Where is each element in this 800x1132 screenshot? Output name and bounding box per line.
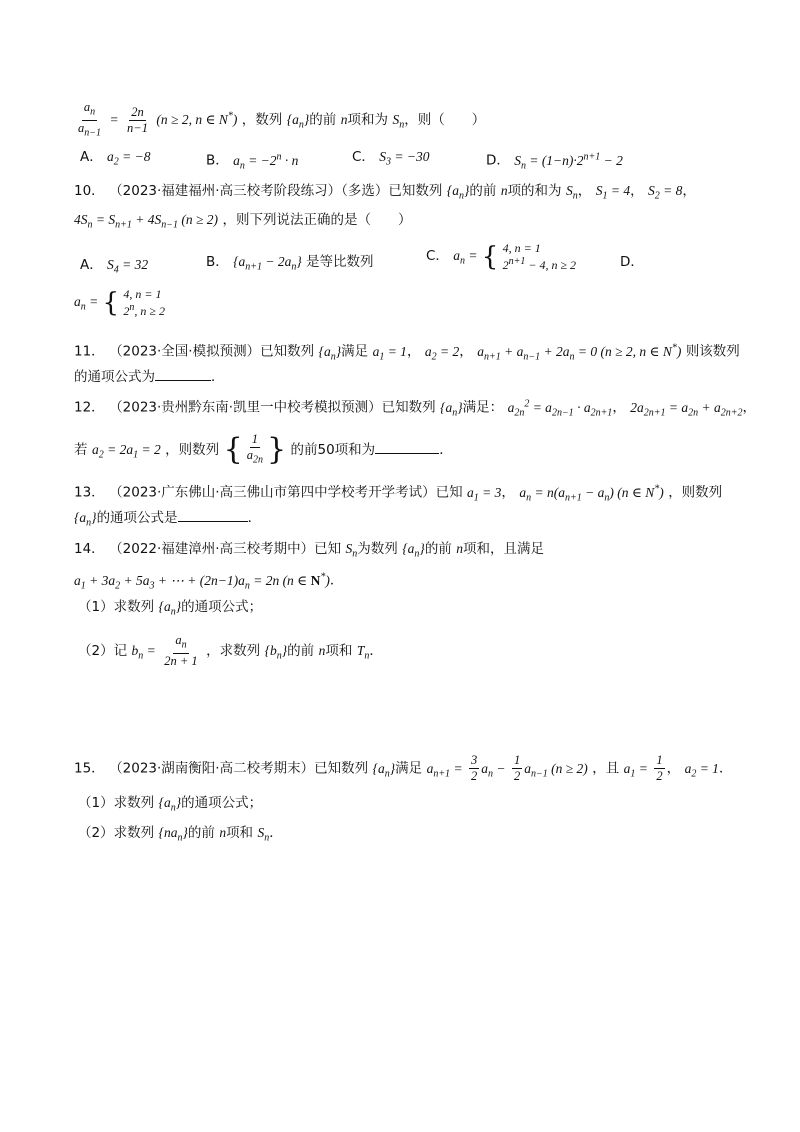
q11-number: 11． — [74, 343, 105, 360]
option-letter: C． — [352, 149, 375, 165]
q15-number: 15． — [74, 760, 105, 777]
q9-sum-text2: 项和为 — [347, 112, 388, 128]
q10-text3: ，则下列说法正确的是（ ） — [222, 212, 412, 228]
q9-then-text: ，则（ ） — [404, 112, 486, 128]
q10-option-b-suffix: 是等比数列 — [306, 254, 374, 270]
q10-option-d — [620, 251, 644, 273]
q9-option-b: B． $a_n = -2^n \cdot n$ — [206, 151, 299, 172]
answer-blank[interactable] — [178, 521, 248, 522]
q14-part2-mid2: 的前 — [287, 642, 315, 659]
q9-option-d: D． $S_n = (1-n)\cdot 2^{n+1} - 2$ — [486, 151, 623, 172]
option-letter: D． — [486, 152, 510, 169]
option-letter: D． — [620, 254, 644, 270]
q12-text1: 满足： — [462, 399, 504, 416]
q11-source: （2023·全国·模拟预测）已知数列 — [109, 343, 315, 360]
q14-text3: 项和，且满足 — [463, 541, 545, 557]
q12-line1: 12． （2023·贵州黔东南·凯里一中校考模拟预测）已知数列 $\{a_n\}$满足： $a_{2n}^2 = a_{2n-1} \cdot a_{2n+1}$， $2a_{2n+1} = a_{2n} + a_{2n+2}$， — [74, 398, 757, 419]
q15-text1: 满足 — [395, 760, 423, 777]
formula: $\frac{a_n}{a_{n-1}}$ — [78, 100, 101, 138]
q13-source: （2023·广东佛山·高三佛山市第四中学校考开学考试）已知 — [109, 484, 463, 501]
q9-condition-line: $\frac{a_n}{a_{n-1}}$ = $\frac{2n}{n-1}$ (n ≥ 2, n ∈ N*) ，数列 $\{a_n\}$的前 n项和为 $S_n$，则（ ） — [78, 100, 486, 138]
q10-text1: 的前 — [469, 183, 497, 199]
option-letter: C． — [426, 248, 449, 264]
q14-text2: 的前 — [424, 541, 452, 557]
q15-part2-mid: 的前 — [187, 825, 215, 841]
q12-source: （2023·贵州黔东南·凯里一中校考模拟预测）已知数列 — [109, 399, 436, 416]
q10-option-d-formula: $a_n$ = { 4, n = 1 2$^n$, n ≥ 2 — [74, 287, 165, 318]
q13-text1: ，则数列 — [668, 484, 723, 501]
q15-part1-text: （1）求数列 — [78, 795, 155, 811]
q10-text2: 项的和为 — [507, 183, 562, 199]
q12-text4: 的前50项和为 — [290, 441, 376, 458]
option-letter: A． — [80, 149, 103, 165]
option-letter: B． — [206, 254, 229, 270]
q14-part2-mid: ，求数列 — [206, 642, 261, 659]
q11-text3: 的通项公式为 — [74, 369, 155, 385]
q14-part2-text: （2）记 — [78, 642, 128, 659]
q12-text3: ，则数列 — [165, 441, 220, 458]
q10-source: （2023·福建福州·高三校考阶段练习）（多选）已知数列 — [109, 183, 443, 199]
q15-part2-end: 项和 — [226, 825, 254, 841]
q12-line2: 若 $a_2 = 2a_1 = 2$ ，则数列 { $\frac{1}{a_{2n}}$ } 的前50项和为 ． — [74, 431, 453, 467]
q12-number: 12． — [74, 399, 105, 416]
q15-part1-end: 的通项公式； — [181, 795, 263, 811]
formula: $\frac{2n}{n-1}$ — [127, 104, 148, 135]
q14-line2: $a_1 + 3a_2 + 5a_3$ + ⋯ + $(2n-1)a_n = 2n$ (n ∈ N*)． — [74, 571, 344, 592]
q9-condition-text: ，数列 — [241, 112, 283, 128]
q14-part2: （2）记 $b_n$ = $\frac{a_n}{2n + 1}$ ，求数列 $\{b_n\}$的前 n项和 $T_n$． — [78, 633, 383, 668]
q9-sum-text: 的前 — [309, 112, 337, 128]
q10-option-c: C． $a_n$ = { 4, n = 1 $2^{n+1} - 4$, n ≥ 2 — [426, 241, 577, 272]
q10-number: 10． — [74, 183, 105, 199]
q15-part2-dot: ． — [269, 825, 283, 841]
q15-source: （2023·湖南衡阳·高二校考期末）已知数列 — [109, 760, 369, 777]
q11-text2: 则该数列 — [685, 343, 740, 360]
q13-text2: 的通项公式是 — [96, 510, 178, 526]
q11-line1: 11． （2023·全国·模拟预测）已知数列 $\{a_n\}$满足 $a_1 = 1$， $a_2 = 2$， $a_{n+1} + a_{n-1} + 2a_n = 0$ (n ≥ 2, n ∈ N*) 则该数列 — [74, 342, 740, 363]
q14-part1: （1）求数列 $\{a_n\}$的通项公式； — [78, 599, 263, 618]
q14-number: 14． — [74, 541, 105, 557]
q9-option-c: C． $S_3 = -30$ — [352, 149, 430, 168]
q11-end: ． — [211, 369, 225, 385]
q10-option-a: A． $S_4 = 32$ — [80, 257, 149, 276]
option-letter: B． — [206, 152, 229, 169]
q14-line1: 14． （2022·福建漳州·高三校考期中）已知 $S_n$为数列 $\{a_n\}$的前 n项和，且满足 — [74, 541, 545, 560]
q11-text1: 满足 — [341, 343, 369, 360]
q14-part1-end: 的通项公式； — [181, 599, 263, 615]
q10-option-b: B． $\{a_{n+1} - 2a_n\}$ 是等比数列 — [206, 254, 374, 273]
q15-part1: （1）求数列 $\{a_n\}$的通项公式； — [78, 795, 263, 814]
option-letter: A． — [80, 257, 103, 273]
answer-blank[interactable] — [155, 380, 211, 381]
q14-part1-text: （1）求数列 — [78, 599, 155, 615]
q10-line1: 10． （2023·福建福州·高三校考阶段练习）（多选）已知数列 $\{a_n\}$的前 n项的和为 $S_n$， $S_1 = 4$， $S_2 = 8$， — [74, 183, 696, 202]
q14-part2-end: 项和 — [325, 642, 353, 659]
q14-source: （2022·福建漳州·高三校考期中）已知 — [109, 541, 342, 557]
q13-line2: $\{a_n\}$的通项公式是 ． — [74, 510, 262, 529]
q15-line1: 15． （2023·湖南衡阳·高二校考期末）已知数列 $\{a_n\}$满足 $a_{n+1}$ = $\frac{3}{2}$ $a_n$ − $\frac{1}{2}$ $a_{n-1}$ (n ≥ 2) ，且 $a_1$ = $\frac{1}{2}$ ， $a_2 = 1$． — [74, 753, 733, 783]
q13-number: 13． — [74, 484, 105, 501]
q12-text2: 若 — [74, 441, 88, 458]
q15-part2: （2）求数列 $\{na_n\}$的前 n项和 $S_n$． — [78, 825, 283, 844]
q11-line2 — [74, 366, 225, 388]
q13-line1: 13． （2023·广东佛山·高三佛山市第四中学校考开学考试）已知 $a_1 = 3$， $a_n = n(a_{n+1} - a_n)$ (n ∈ N*) ，则数列 — [74, 483, 723, 504]
q9-option-a: A． $a_2 = -8$ — [80, 149, 151, 168]
q14-part2-dot: ． — [369, 642, 383, 659]
q15-part2-text: （2）求数列 — [78, 825, 155, 841]
q15-text2: ，且 — [592, 760, 620, 777]
answer-blank[interactable] — [375, 453, 439, 454]
q14-text1: 为数列 — [357, 541, 398, 557]
q10-line2: $4S_n = S_{n+1} + 4S_{n-1}$ (n ≥ 2) ，则下列说法正确的是（ ） — [74, 212, 412, 231]
q12-end: ． — [439, 441, 453, 458]
q13-end: ． — [247, 510, 262, 526]
